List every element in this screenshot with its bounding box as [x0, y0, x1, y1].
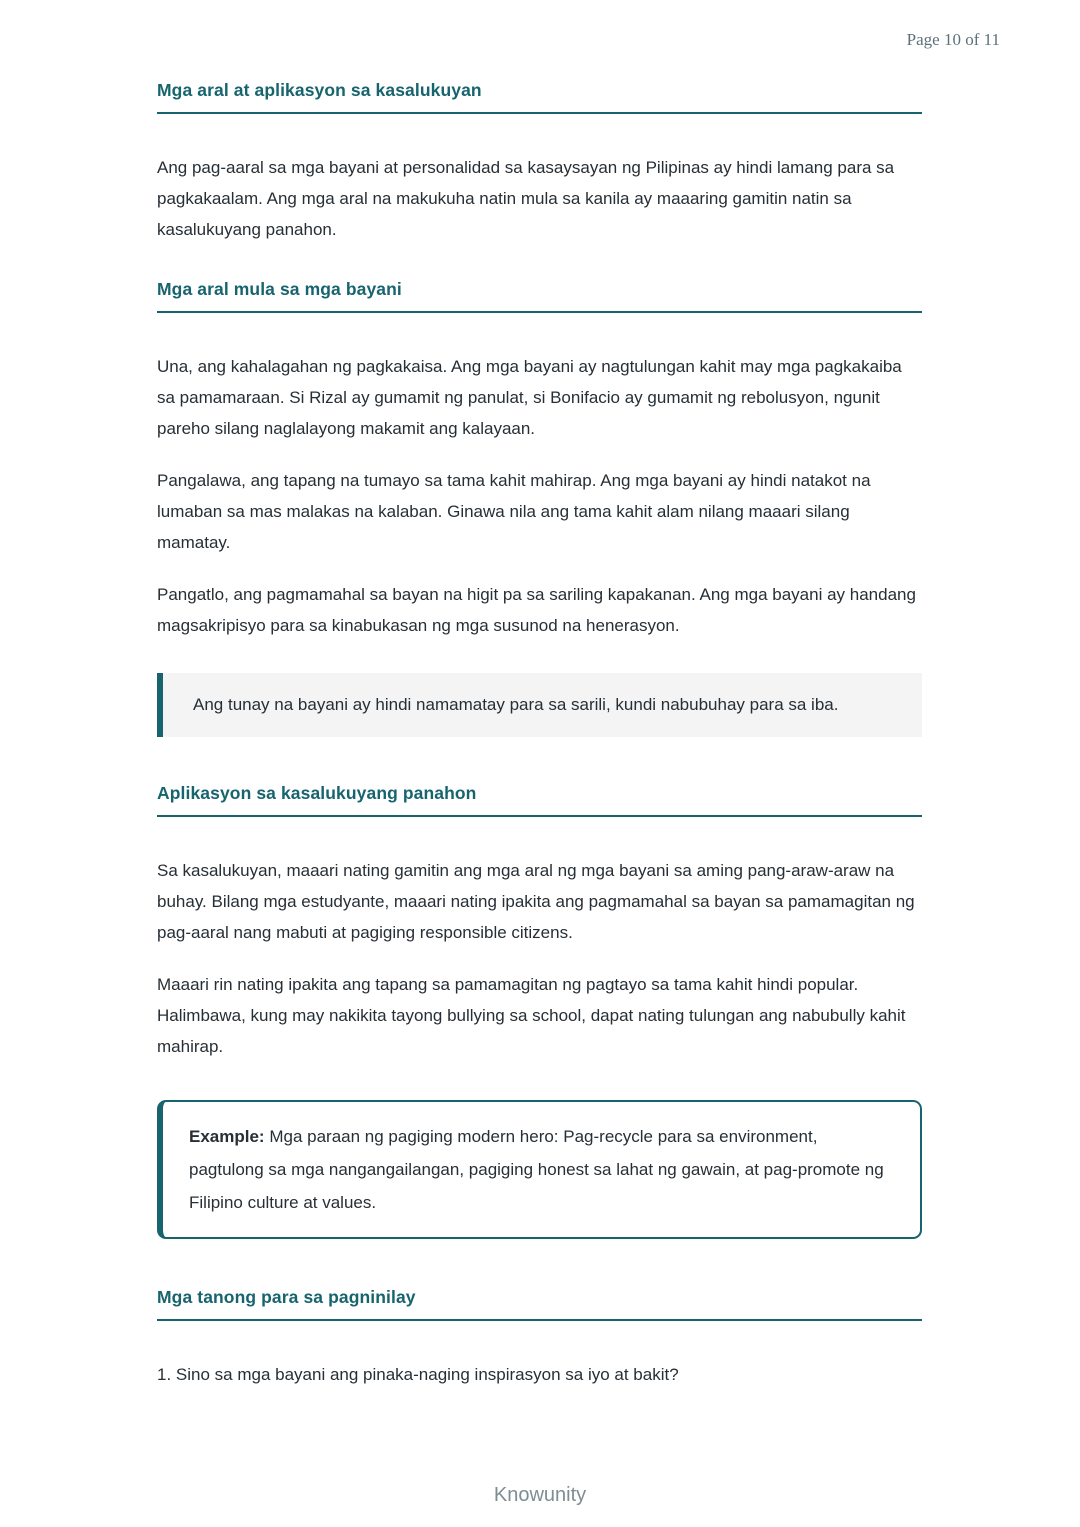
section-heading: Aplikasyon sa kasalukuyang panahon: [157, 783, 477, 803]
example-box: [157, 1100, 922, 1239]
paragraph: Una, ang kahalagahan ng pagkakaisa. Ang mga bayani ay nagtulungan kahit may mga pagkakaiba sa pamamaraan. Si Rizal ay gumamit ng panulat, si Bonifacio ay gumamit ng rebolusyon, ngunit pareho silang naglalayong makamit ang kalayaan.: [157, 357, 902, 438]
paragraph: Pangalawa, ang tapang na tumayo sa tama kahit mahirap. Ang mga bayani ay hindi natakot na lumaban sa mas malakas na kalaban. Ginawa nila ang tama kahit alam nilang maaari silang mamatay.: [157, 471, 871, 552]
paragraph: Ang pag-aaral sa mga bayani at personalidad sa kasaysayan ng Pilipinas ay hindi lamang para sa pagkakaalam. Ang mga aral na makukuha natin mula sa kanila ay maaaring gamitin natin sa kasalukuyang panahon.: [157, 158, 895, 239]
section-heading: Mga tanong para sa pagninilay: [157, 1287, 416, 1307]
heading-rule: [157, 112, 922, 114]
section-mga-tanong-para-sa-pagninilay: [157, 1287, 922, 1390]
paragraph: Sa kasalukuyan, maaari nating gamitin ang mga aral ng mga bayani sa aming pang-araw-araw na buhay. Bilang mga estudyante, maaari nating ipakita ang pagmamahal sa bayan sa pamamagitan ng pag-aaral nang mabuti at pagiging responsible citizens.: [157, 861, 915, 942]
section-heading: Mga aral mula sa mga bayani: [157, 279, 402, 299]
page-indicator: Page 10 of 11: [906, 30, 1000, 49]
paragraph: Maaari rin nating ipakita ang tapang sa pamamagitan ng pagtayo sa tama kahit hindi popular. Halimbawa, kung may nakikita tayong bullying sa school, dapat nating tulungan ang nabubully kahit mahirap.: [157, 975, 906, 1056]
section-heading: Mga aral at aplikasyon sa kasalukuyan: [157, 80, 482, 100]
section-aplikasyon-sa-kasalukuyang-panahon: [157, 783, 922, 1239]
quote-block: [157, 673, 922, 737]
paragraph: Pangatlo, ang pagmamahal sa bayan na higit pa sa sariling kapakanan. Ang mga bayani ay handang magsakripisyo para sa kinabukasan ng mga susunod na henerasyon.: [157, 585, 916, 635]
paragraph: 1. Sino sa mga bayani ang pinaka-naging inspirasyon sa iyo at bakit?: [157, 1365, 679, 1384]
example-label: Example:: [189, 1127, 265, 1146]
section-mga-aral-mula-sa-mga-bayani: [157, 279, 922, 737]
example-text: [189, 1120, 894, 1219]
footer-brand: Knowunity: [493, 1484, 587, 1506]
heading-rule: [157, 815, 922, 817]
heading-rule: [157, 1319, 922, 1321]
quote-text: Ang tunay na bayani ay hindi namamatay para sa sarili, kundi nabubuhay para sa iba.: [193, 695, 839, 714]
example-body: Mga paraan ng pagiging modern hero: Pag-recycle para sa environment, pagtulong sa mga nangangailangan, pagiging honest sa lahat ng gawain, at pag-promote ng Filipino culture at values.: [189, 1127, 884, 1212]
section-mga-aral-at-aplikasyon: [157, 80, 922, 245]
heading-rule: [157, 311, 922, 313]
